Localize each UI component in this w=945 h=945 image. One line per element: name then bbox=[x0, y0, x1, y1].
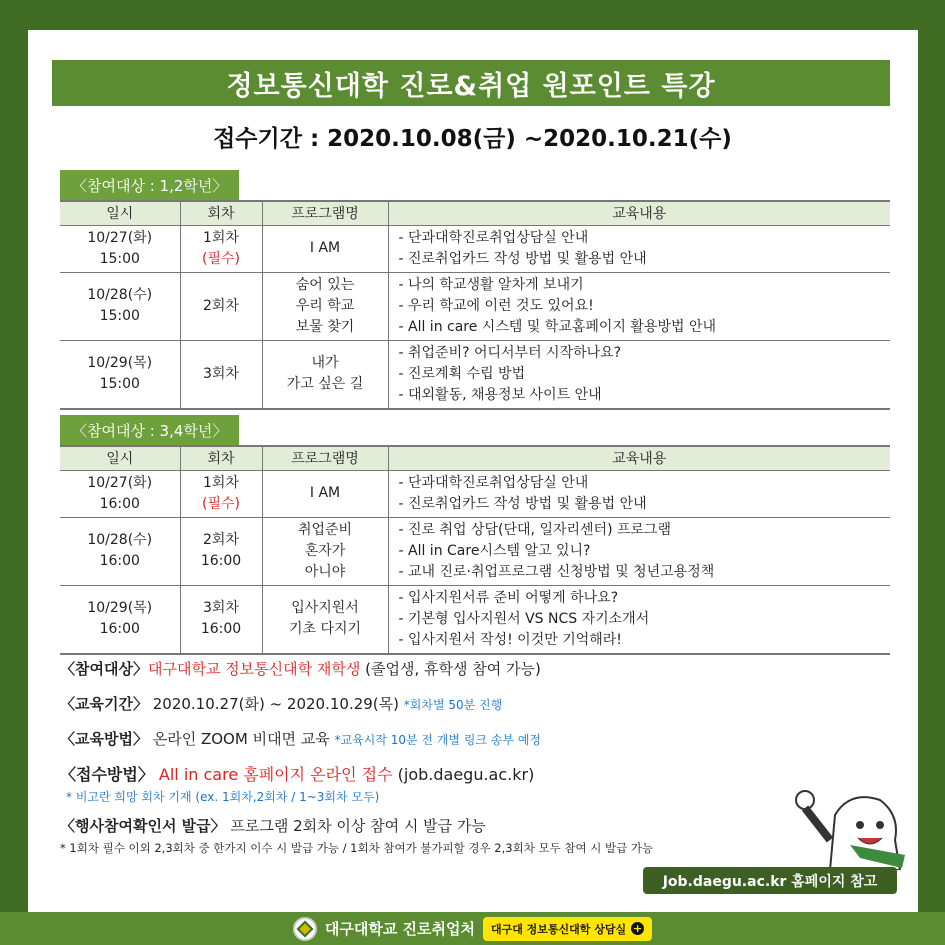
session-cell: 2회차 bbox=[180, 272, 262, 340]
column-header: 일시 bbox=[60, 201, 180, 225]
session-cell: 2회차 16:00 bbox=[180, 517, 262, 585]
info-apply: 〈접수방법〉 All in care 홈페이지 온라인 접수 (job.daegu.ac.kr) bbox=[60, 765, 535, 784]
application-period: 접수기간 : 2020.10.08(금) ~2020.10.21(수) bbox=[213, 126, 732, 152]
program-cell: I AM bbox=[262, 225, 388, 272]
content-cell: - 입사지원서류 준비 어떻게 하나요? - 기본형 입사지원서 VS NCS 자기소개서 - 입사지원서 작성! 이것만 기억해라! bbox=[388, 585, 890, 654]
table-row bbox=[60, 272, 890, 340]
table-row bbox=[60, 517, 890, 585]
job-homepage-button[interactable]: Job.daegu.ac.kr 홈페이지 참고 bbox=[643, 867, 897, 894]
info-method: 〈교육방법〉 온라인 ZOOM 비대면 교육 *교육시작 10분 전 개별 링크 송부 예정 bbox=[60, 730, 542, 748]
date-cell: 10/28(수) 16:00 bbox=[60, 517, 180, 585]
table-row bbox=[60, 585, 890, 654]
column-header: 일시 bbox=[60, 446, 180, 470]
date-cell: 10/28(수) 15:00 bbox=[60, 272, 180, 340]
info-certificate: 〈행사참여확인서 발급〉 프로그램 2회차 이상 참여 시 발급 가능 bbox=[60, 817, 486, 835]
poster-title: 정보통신대학 진로&취업 원포인트 특강 bbox=[52, 60, 890, 106]
column-header: 프로그램명 bbox=[262, 446, 388, 470]
table-row bbox=[60, 470, 890, 517]
column-header: 교육내용 bbox=[388, 201, 890, 225]
content-cell: - 취업준비? 어디서부터 시작하나요? - 진로계획 수립 방법 - 대외활동, 채용정보 사이트 안내 bbox=[388, 340, 890, 409]
tiger-mascot-icon bbox=[790, 770, 910, 870]
date-cell: 10/27(화) 16:00 bbox=[60, 470, 180, 517]
table-header-row bbox=[60, 446, 890, 470]
plus-icon: + bbox=[633, 922, 643, 935]
university-logo-icon bbox=[293, 917, 317, 941]
section-label-grade12: 〈참여대상 : 1,2학년〉 bbox=[60, 170, 239, 200]
date-cell: 10/29(목) 15:00 bbox=[60, 340, 180, 409]
info-certificate-note: * 1회차 필수 이외 2,3회차 중 한가지 이수 시 발급 가능 / 1회차 참여가 불가피할 경우 2,3회차 모두 참여 시 발급 가능 bbox=[60, 841, 654, 855]
column-header: 프로그램명 bbox=[262, 201, 388, 225]
schedule-table-grade12 bbox=[60, 200, 890, 410]
program-cell: 내가 가고 싶은 길 bbox=[262, 340, 388, 409]
session-cell: 3회차 16:00 bbox=[180, 585, 262, 654]
program-cell: I AM bbox=[262, 470, 388, 517]
content-cell: - 단과대학진로취업상담실 안내 - 진로취업카드 작성 방법 및 활용법 안내 bbox=[388, 225, 890, 272]
info-target: 〈참여대상〉대구대학교 정보통신대학 재학생 (졸업생, 휴학생 참여 가능) bbox=[60, 660, 541, 678]
table-header-row bbox=[60, 201, 890, 225]
column-header: 회차 bbox=[180, 446, 262, 470]
info-duration: 〈교육기간〉 2020.10.27(화) ~ 2020.10.29(목) *회차별 50분 진행 bbox=[60, 695, 503, 713]
footer-bar bbox=[0, 912, 945, 945]
date-cell: 10/27(화) 15:00 bbox=[60, 225, 180, 272]
table-row bbox=[60, 340, 890, 409]
footer-org: 대구대학교 진로취업처 bbox=[324, 920, 475, 938]
table-row bbox=[60, 225, 890, 272]
date-cell: 10/29(목) 16:00 bbox=[60, 585, 180, 654]
content-cell: - 나의 학교생활 알차게 보내기 - 우리 학교에 이런 것도 있어요! - All in care 시스템 및 학교홈페이지 활용방법 안내 bbox=[388, 272, 890, 340]
column-header: 회차 bbox=[180, 201, 262, 225]
column-header: 교육내용 bbox=[388, 446, 890, 470]
program-cell: 입사지원서 기초 다지기 bbox=[262, 585, 388, 654]
session-cell: 3회차 bbox=[180, 340, 262, 409]
schedule-table-grade34 bbox=[60, 445, 890, 655]
content-cell: - 진로 취업 상담(단대, 일자리센터) 프로그램 - All in Care시스템 알고 있니? - 교내 진로·취업프로그램 신청방법 및 청년고용정책 bbox=[388, 517, 890, 585]
info-apply-note: * 비고란 희망 회차 기재 (ex. 1회차,2회차 / 1~3회차 모두) bbox=[66, 790, 380, 804]
content-cell: - 단과대학진로취업상담실 안내 - 진로취업카드 작성 방법 및 활용법 안내 bbox=[388, 470, 890, 517]
program-cell: 취업준비 혼자가 아니야 bbox=[262, 517, 388, 585]
session-cell: 1회차 (필수) bbox=[180, 225, 262, 272]
program-cell: 숨어 있는 우리 학교 보물 찾기 bbox=[262, 272, 388, 340]
consult-room-button[interactable]: 대구대 정보통신대학 상담실 + bbox=[483, 917, 652, 941]
session-cell: 1회차 (필수) bbox=[180, 470, 262, 517]
section-label-grade34: 〈참여대상 : 3,4학년〉 bbox=[60, 415, 239, 445]
